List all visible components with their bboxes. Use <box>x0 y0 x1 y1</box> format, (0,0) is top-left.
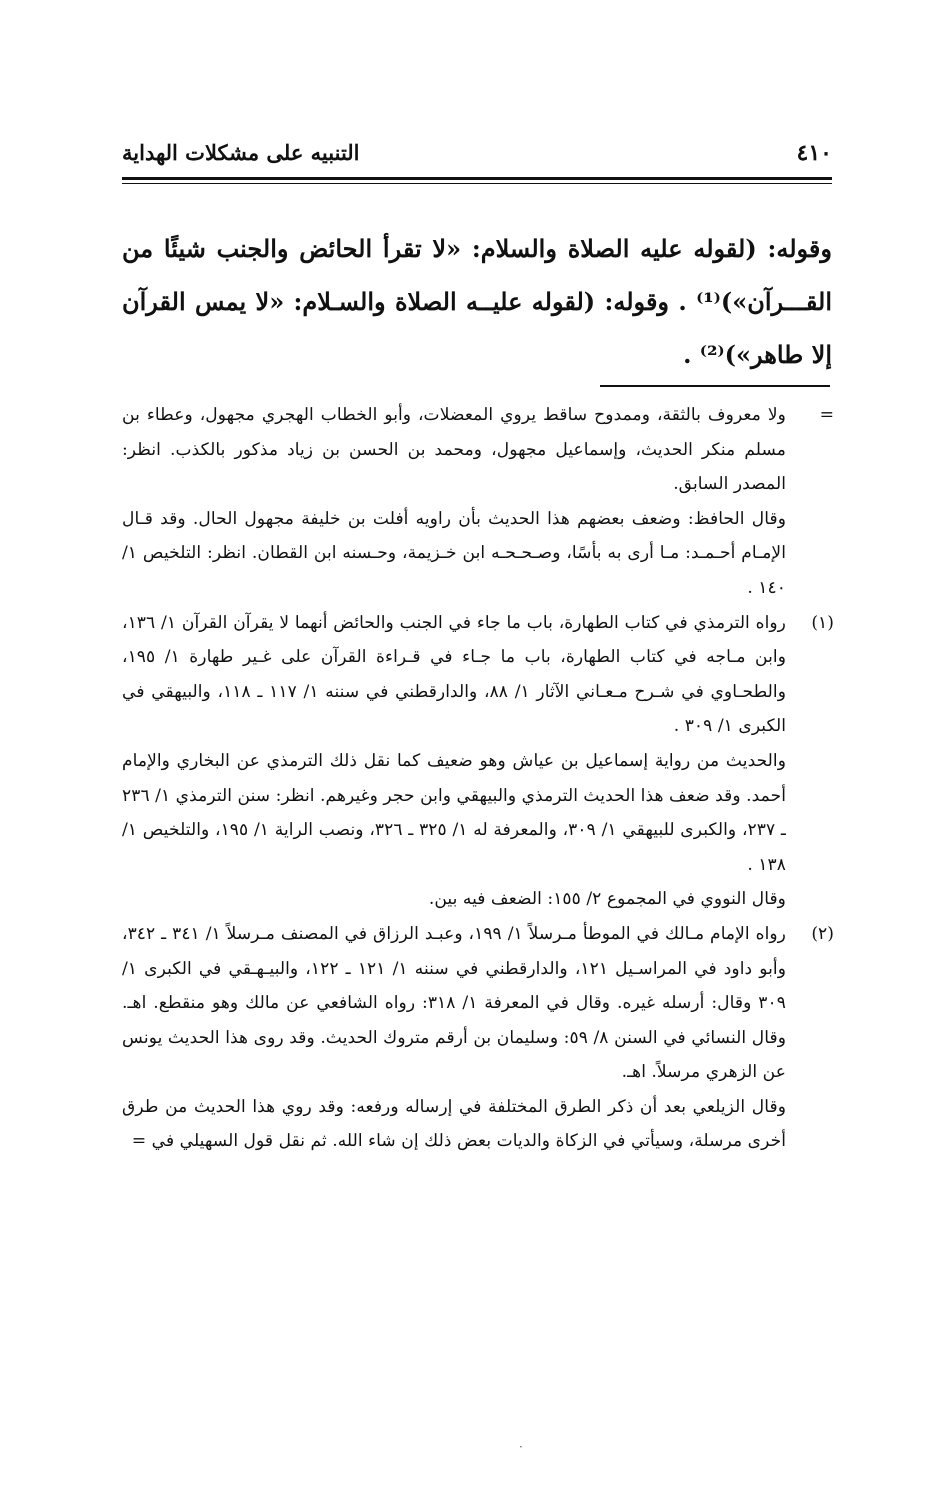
footnote-marker: (١) <box>811 612 834 633</box>
footnote-marker: = <box>819 405 834 425</box>
footnotes <box>122 398 834 1159</box>
header-rule-thick <box>122 177 832 180</box>
book-title: التنبيه على مشكلات الهداية <box>122 140 360 165</box>
footnote-paragraph: وقال الحافظ: وضعف بعضهم هذا الحديث بأن راويه أفلت بن خليفة مجهول الحال. وقد قـال الإمـام أحـمـد: مـا أرى به بأسًا، وصـحـحـه ابن خـزيمة، وحـسنه ابن القطان. انظر: التلخيص ١/ ١٤٠ . <box>122 508 786 598</box>
footnote-paragraph: رواه الترمذي في كتاب الطهارة، باب ما جاء في الجنب والحائض أنهما لا يقرآن القرآن ١/ ١٣٦، وابن مـاجه في كتاب الطهارة، باب ما جـاء في قـراءة القرآن على غـير طهارة ١/ ١٩٥، والطحـاوي في شـرح مـعـاني الآثار ١/ ٨٨، والدارقطني في سننه ١/ ١١٧ ـ ١١٨، والبيهقي في الكبرى ١/ ٣٠٩ . <box>122 612 786 737</box>
footnote-1 <box>122 606 834 917</box>
header-rule-thin <box>122 183 832 184</box>
footnote-continuation <box>122 398 834 606</box>
footnote-paragraph: وقال النووي في المجموع ٢/ ١٥٥: الضعف فيه بين. <box>428 889 786 910</box>
page-number: ٤١٠ <box>796 140 832 166</box>
footnote-paragraph: والحديث من رواية إسماعيل بن عياش وهو ضعيف كما نقل ذلك الترمذي عن البخاري والإمام أحمد. وقد ضعف هذا الحديث الترمذي والبيهقي وابن حجر وغيرهم. انظر: سنن الترمذي ١/ ٢٣٦ ـ ٢٣٧، والكبرى للبيهقي ١/ ٣٠٩، والمعرفة له ١/ ٣٢٥ ـ ٣٢٦، ونصب الراية ١/ ١٩٥، والتلخيص ١/ ١٣٨ . <box>122 750 786 875</box>
footnote-paragraph: ولا معروف بالثقة، وممدوح ساقط يروي المعضلات، وأبو الخطاب الهجري مجهول، وعطاء بن مسلم منكر الحديث، وإسماعيل مجهول، ومحمد بن الحسن بن زياد مذكور بالكذب. انظر: المصدر السابق. <box>122 405 786 495</box>
footnote-separator <box>600 385 830 387</box>
running-header <box>122 140 832 176</box>
main-paragraph: وقوله: (لقوله عليه الصلاة والسلام: «لا تقرأ الحائض والجنب شيئًا من القـــرآن»)⁽¹⁾ . وقوله: (لقوله عليــه الصلاة والسـلام: «لا يمس القرآن إلا طاهر»)⁽²⁾ . <box>122 234 832 369</box>
footnote-marker: (٢) <box>811 923 834 944</box>
footnote-2 <box>122 917 834 1159</box>
scan-mark: · <box>519 1440 523 1454</box>
footnote-paragraph: وقال الزيلعي بعد أن ذكر الطرق المختلفة في إرساله ورفعه: وقد روي هذا الحديث من طرق أخرى مرسلة، وسيأتي في الزكاة والديات بعض ذلك إن شاء الله. ثم نقل قول السهيلي في = <box>122 1096 786 1152</box>
main-text <box>122 222 832 381</box>
footnote-paragraph: رواه الإمام مـالك في الموطأ مـرسلاً ١/ ١٩٩، وعبـد الرزاق في المصنف مـرسلاً ١/ ٣٤١ ـ ٣٤٢، وأبو داود في المراسـيل ١٢١، والدارقطني في سننه ١/ ١٢١ ـ ١٢٢، والبيـهـقي في الكبرى ١/ ٣٠٩ وقال: أرسله غيره. وقال في المعرفة ١/ ٣١٨: رواه الشافعي عن مالك وهو منقطع. اهـ. وقال النسائي في السنن ٨/ ٥٩: وسليمان بن أرقم متروك الحديث. وقد روى هذا الحديث يونس عن الزهري مرسلاً. اهـ. <box>122 923 786 1083</box>
